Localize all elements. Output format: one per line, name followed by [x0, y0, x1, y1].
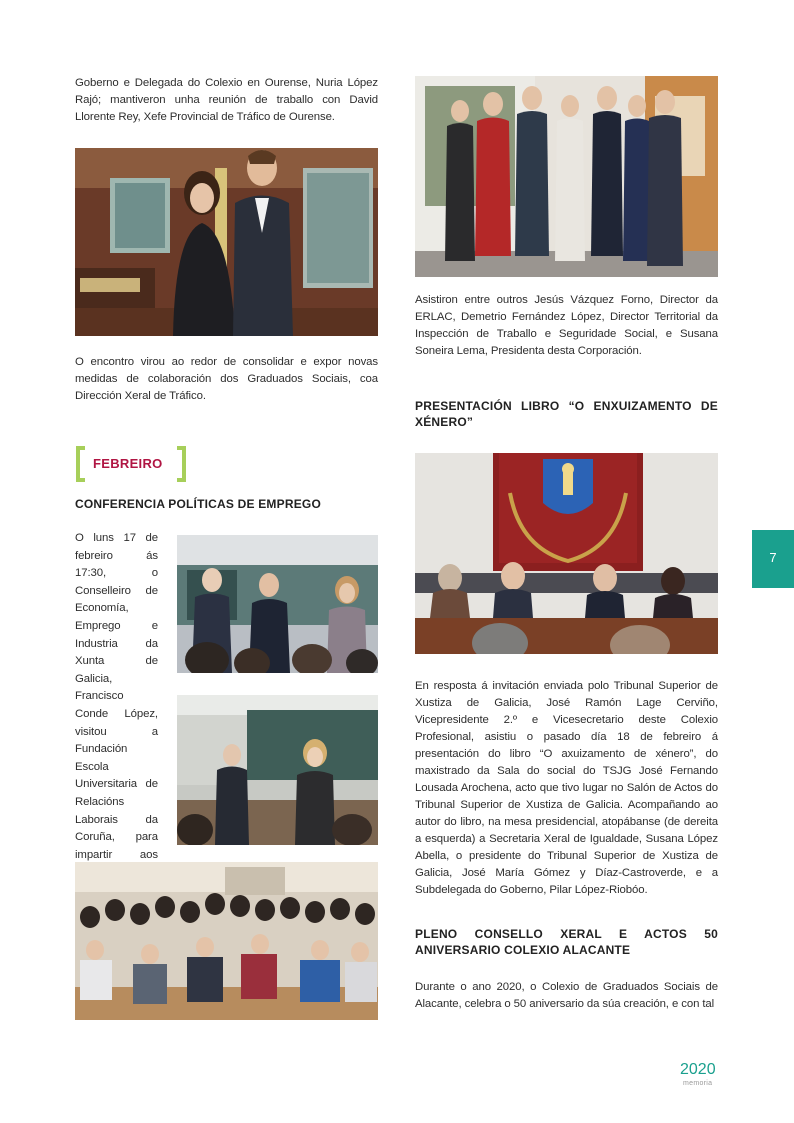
photo-group-students [75, 862, 378, 1020]
heading-conferencia: CONFERENCIA POLÍTICAS DE EMPREGO [75, 497, 321, 511]
month-tag [75, 446, 187, 482]
page-number: 7 [769, 550, 777, 565]
encontro-paragraph: O encontro virou ao redor de consolidar e expor novas medidas de colaboración dos Graduados Sociais, coa Dirección Xeral de Tráfico. [75, 356, 378, 402]
intro-paragraph: Goberno e Delegada do Colexio en Ourense, Nuria López Rajó; mantiveron unha reunión de traballo con David Llorente Rey, Xefe Provincial de Tráfico de Ourense. [75, 77, 378, 123]
heading-pleno: PLENO CONSELLO XERAL E ACTOS 50 ANIVERSARIO COLEXIO ALACANTE [415, 927, 718, 957]
month-label: FEBREIRO [93, 456, 163, 471]
alacante-paragraph: Durante o ano 2020, o Colexio de Graduados Sociais de Alacante, celebra o 50 aniversario da súa creación, e con tal [415, 981, 718, 1010]
asistiron-paragraph: Asistiron entre outros Jesús Vázquez Forno, Director da ERLAC, Demetrio Fernández López, Director Territorial da Inspección de Traballo e Seguridade Social, e Susana Soneira Lema, Presidenta desta Corporación. [415, 294, 718, 357]
photo-meeting-traffic [75, 148, 378, 336]
photo-group-erlac [415, 76, 718, 277]
heading-libro: PRESENTACIÓN LIBRO “O ENXUIZAMENTO DE XÉNERO” [415, 399, 718, 429]
resposta-paragraph: En resposta á invitación enviada polo Tribunal Superior de Xustiza de Galicia, José Ramón Lage Cerviño, Vicepresidente 2.º e Vicesecretario deste Colexio Profesional, asistiu o pasado día 18 de febreiro á presentación do libro “O axuizamento de xénero”, do maxistrado da Sala do social do TSJG José Fernando Lousada Arochena, acto que tivo lugar no Salón de Actos do Tribunal Superior de Xustiza de Galicia. Acompañando ao autor do libro, na mesa presidencial, atopábanse (de dereita a esquerda) a Secretaria Xeral de Igualdade, Susana López Abella, o presidente do Tribunal Superior de Xustiza de Galicia, José María Gómez y Díaz-Castroverde, e a Subdelegada do Goberno, Pilar López-Riobóo. [415, 680, 718, 896]
photo-conference-speakers [177, 535, 378, 673]
page-number-tab [752, 530, 794, 588]
photo-conference-lecture [177, 695, 378, 845]
footer-label: memoria [683, 1080, 713, 1087]
conferencia-paragraph: O luns 17 de febreiro ás 17:30, o Conselleiro de Economía, Emprego e Industria da Xunta de Galicia, Francisco Conde López, visitou a Fundación Escola Universitaria de Relacións Laborais da Coruña, para impartir aos [75, 532, 158, 861]
footer-year: 2020 [680, 1061, 716, 1078]
photo-book-presentation [415, 453, 718, 654]
